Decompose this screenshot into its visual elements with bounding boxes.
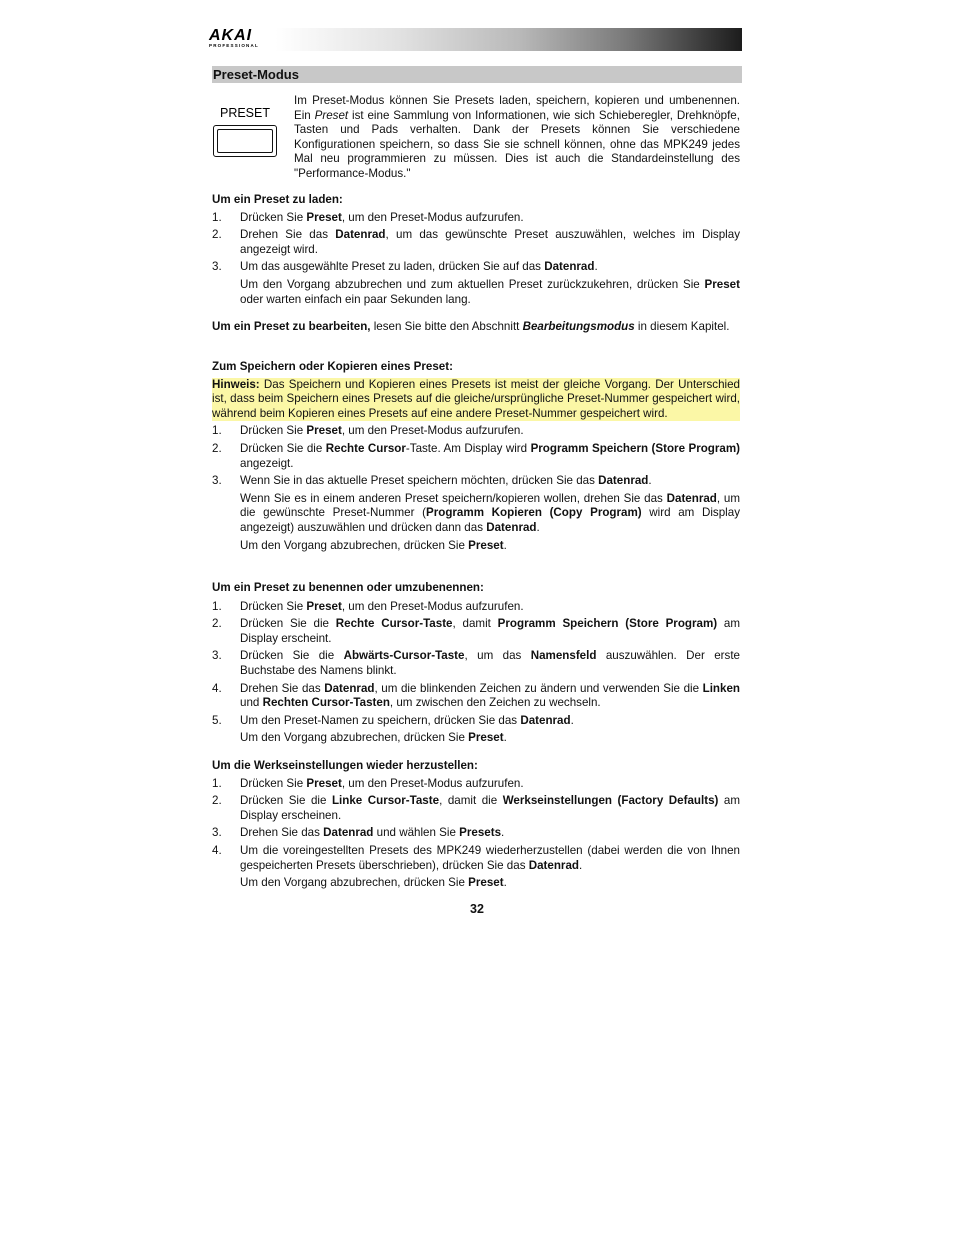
load-section (212, 193, 740, 307)
list-item: 1. Drücken Sie Preset, um den Preset-Modus aufzurufen. (212, 776, 524, 790)
list-item: 3. Um das ausgewählte Preset zu laden, drücken Sie auf das Datenrad. (212, 260, 598, 274)
save-section (212, 360, 740, 553)
header-gradient-bar (212, 28, 742, 51)
logo-main-text: AKAI (209, 27, 253, 44)
akai-logo (209, 29, 267, 49)
note-box: Hinweis: Das Speichern und Kopieren eines Presets ist meist der gleiche Vorgang. Der Unterschied ist, dass beim Speichern eines Presets auf die gleiche/ursprüngliche Preset-Nummer gespeichert wird, während beim Kopieren eines Presets auf eine andere Preset-Nummer gespeichert wird. (212, 377, 740, 420)
list-item: 2. Drehen Sie das Datenrad, um das gewünschte Preset auszuwählen, welches im Display angezeigt wird. (212, 228, 741, 256)
preset-button-icon (213, 125, 277, 157)
save-cancel-note: Um den Vorgang abzubrechen, drücken Sie Preset. (240, 538, 507, 552)
rename-heading: Um ein Preset zu benennen oder umzubenennen: (212, 581, 484, 594)
rename-cancel-note: Um den Vorgang abzubrechen, drücken Sie Preset. (240, 731, 507, 745)
rename-section (212, 581, 740, 746)
save-heading: Zum Speichern oder Kopieren eines Preset: (212, 360, 453, 373)
list-item: 2. Drücken Sie die Rechte Cursor-Taste, damit Programm Speichern (Store Program) am Display erscheint. (212, 617, 741, 645)
list-item: 1. Drücken Sie Preset, um den Preset-Modus aufzurufen. (212, 599, 524, 613)
section-header (212, 66, 742, 83)
load-heading: Um ein Preset zu laden: (212, 193, 343, 206)
list-item: 3. Drehen Sie das Datenrad und wählen Sie Presets. (212, 826, 505, 840)
list-item: 2. Drücken Sie die Linke Cursor-Taste, damit die Werkseinstellungen (Factory Defaults) am Display erscheinen. (212, 794, 741, 822)
page-number: 32 (470, 902, 484, 916)
list-item: 4. Drehen Sie das Datenrad, um die blinkenden Zeichen zu ändern und verwenden Sie die Linken und Rechten Cursor-Tasten, um zwischen den Zeichen zu wechseln. (212, 681, 740, 710)
preset-label: PRESET (219, 106, 270, 120)
factory-section (212, 759, 740, 891)
list-item: 3. Wenn Sie in das aktuelle Preset speichern möchten, drücken Sie das Datenrad. (212, 474, 652, 488)
preset-button-illustration (212, 104, 280, 160)
list-item: 2. Drücken Sie die Rechte Cursor-Taste. Am Display wird Programm Speichern (Store Program) angezeigt. (212, 441, 741, 470)
load-cancel-note: Um den Vorgang abzubrechen und zum aktuellen Preset zurückzukehren, drücken Sie Preset oder warten einfach ein paar Sekunden lang. (240, 277, 740, 306)
factory-heading: Um die Werkseinstellungen wieder herzustellen: (212, 759, 478, 772)
list-item: 5. Um den Preset-Namen zu speichern, drücken Sie das Datenrad. (212, 713, 574, 727)
intro-paragraph: Im Preset-Modus können Sie Presets laden, speichern, kopieren und umbenennen. Ein Preset ist eine Sammlung von Informationen, wie sich Schieberegler, Drehknöpfe, Tasten und Pads verhalten. Dank der Presets können Sie verschiedene Konfigurationen speichern, so dass Sie sie schnell können, ohne das MPK249 jedes Mal neu programmieren zu müssen. Dies ist auch die Standardeinstellung des "Performance-Modus." (294, 94, 740, 180)
logo-sub-text: PROFESSIONAL (209, 43, 259, 48)
list-item: 1. Drücken Sie Preset, um den Preset-Modus aufzurufen. (212, 424, 524, 438)
save-other-note: Wenn Sie es in einem anderen Preset speichern/kopieren wollen, drehen Sie das Datenrad, um die gewünschte Preset-Nummer (Programm Kopieren (Copy Program) wird am Display angezeigt) auszuwählen und drücken dann das Datenrad. (240, 491, 740, 534)
list-item: 4. Um die voreingestellten Presets des MPK249 wiederherzustellen (dabei werden die von Ihnen gespeicherten Presets überschrieben), drücken Sie das Datenrad. (212, 843, 740, 872)
factory-cancel-note: Um den Vorgang abzubrechen, drücken Sie Preset. (240, 876, 507, 890)
edit-paragraph: Um ein Preset zu bearbeiten, lesen Sie bitte den Abschnitt Bearbeitungsmodus in diesem Kapitel. (212, 320, 730, 333)
list-item: 1. Drücken Sie Preset, um den Preset-Modus aufzurufen. (212, 210, 524, 224)
section-title: Preset-Modus (213, 67, 299, 82)
list-item: 3. Drücken Sie die Abwärts-Cursor-Taste, um das Namensfeld auszuwählen. Der erste Buchstabe des Namens blinkt. (212, 649, 740, 677)
